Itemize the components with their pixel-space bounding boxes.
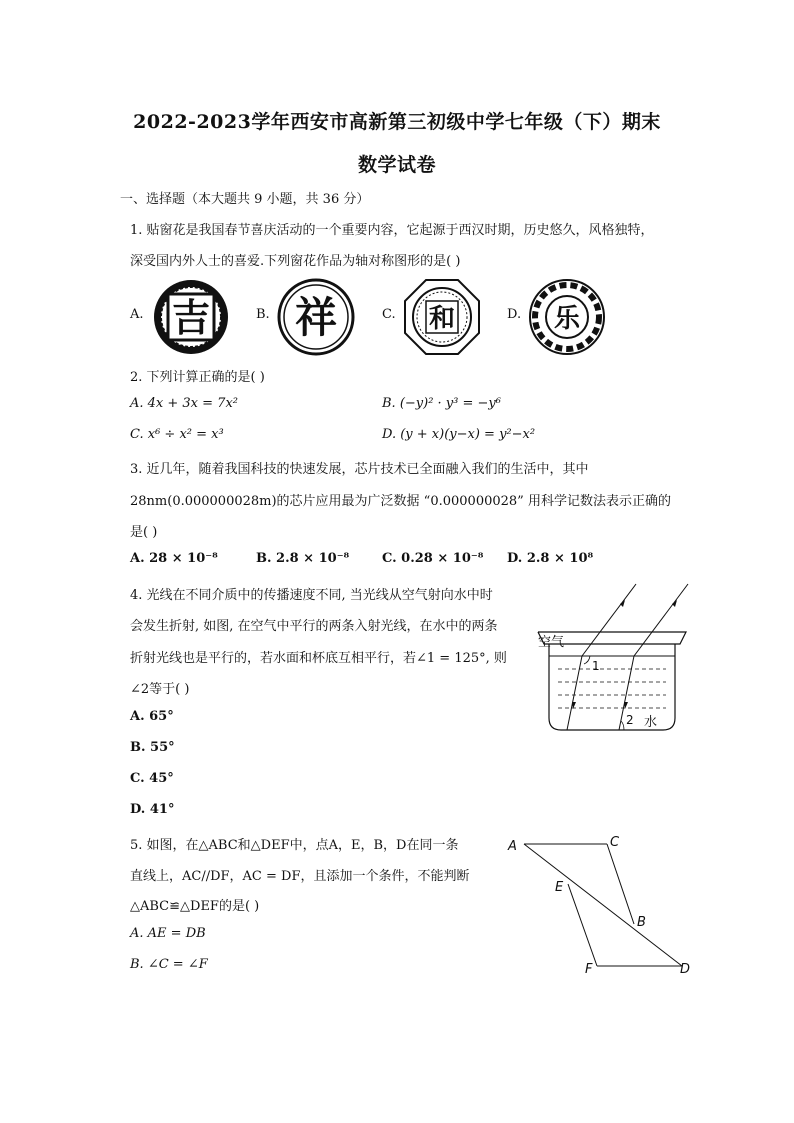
- fig-point-e: E: [555, 880, 564, 895]
- exam-title-line2: 数学试卷: [357, 154, 436, 176]
- fig-point-c: C: [610, 835, 620, 850]
- q2-option-b: B. (−y)² · y³ = −y⁶: [382, 396, 501, 411]
- q2-option-a: A. 4x + 3x = 7x²: [130, 396, 238, 411]
- q4-stem-line4: ∠2等于( ): [130, 682, 190, 697]
- q1-option-c-label: C.: [382, 307, 396, 322]
- q3-option-b: B. 2.8 × 10⁻⁸: [256, 551, 350, 566]
- q4-stem-line3: 折射光线也是平行的，若水面和杯底互相平行，若∠1 = 125°, 则: [130, 651, 507, 666]
- q2-stem: 2. 下列计算正确的是( ): [130, 370, 265, 385]
- q1-stem-line2: 深受国内外人士的喜爱.下列窗花作品为轴对称图形的是( ): [130, 254, 461, 269]
- q5-option-b: B. ∠C = ∠F: [130, 957, 208, 972]
- fig-point-a: A: [508, 839, 517, 854]
- section-header: 一、选择题（本大题共 9 小题，共 36 分）: [120, 192, 370, 207]
- q1-option-b-label: B.: [256, 307, 270, 322]
- q1-option-a-label: A.: [130, 307, 144, 322]
- q4-stem-line2: 会发生折射, 如图, 在空气中平行的两条入射光线，在水中的两条: [130, 619, 498, 634]
- fig-label-angle2: 2: [626, 713, 634, 727]
- q3-stem-line2: 28nm(0.000000028m)的芯片应用最为广泛数据 “0.000000028” 用科学记数法表示正确的: [130, 494, 671, 509]
- q2-option-c: C. x⁶ ÷ x² = x³: [130, 427, 224, 442]
- q2-option-d: D. (y + x)(y−x) = y²−x²: [382, 427, 536, 442]
- q1-char-b: 祥: [294, 293, 338, 342]
- triangles-figure: [502, 826, 702, 986]
- q3-option-d: D. 2.8 × 10⁸: [507, 551, 594, 566]
- q4-option-c: C. 45°: [130, 771, 174, 786]
- fig-label-water: 水: [644, 715, 658, 730]
- q4-option-a: A. 65°: [130, 709, 174, 724]
- q5-stem-line2: 直线上，AC//DF，AC = DF，且添加一个条件，不能判断: [130, 869, 470, 884]
- paper-cut-le-icon: [527, 277, 607, 357]
- q5-stem-line3: △ABC≌△DEF的是( ): [130, 899, 260, 914]
- paper-cut-he-icon: [402, 277, 482, 357]
- q3-option-c: C. 0.28 × 10⁻⁸: [382, 551, 484, 566]
- q1-char-a: 吉: [171, 296, 211, 340]
- q1-stem-line1: 1. 贴窗花是我国春节喜庆活动的一个重要内容，它起源于西汉时期，历史悠久，风格独特，: [130, 223, 654, 238]
- paper-cut-xiang-icon: [276, 277, 356, 357]
- q5-stem-line1: 5. 如图，在△ABC和△DEF中，点A，E，B，D在同一条: [130, 838, 459, 853]
- q3-option-a: A. 28 × 10⁻⁸: [130, 551, 218, 566]
- q4-option-d: D. 41°: [130, 802, 175, 817]
- q1-char-c: 和: [428, 304, 456, 334]
- fig-label-angle1: 1: [592, 659, 600, 673]
- q3-stem-line3: 是( ): [130, 525, 158, 540]
- fig-point-d: D: [680, 962, 691, 977]
- q4-stem-line1: 4. 光线在不同介质中的传播速度不同, 当光线从空气射向水中时: [130, 588, 493, 603]
- q1-option-d-label: D.: [507, 307, 522, 322]
- exam-title-line1: 2022-2023学年西安市高新第三初级中学七年级（下）期末: [133, 111, 661, 133]
- fig-label-air: 空气: [538, 635, 565, 650]
- fig-point-f: F: [585, 962, 593, 977]
- q5-option-a: A. AE = DB: [130, 926, 206, 941]
- refraction-cup-figure: [536, 578, 696, 738]
- paper-cut-ji-icon: [151, 277, 231, 357]
- q1-char-d: 乐: [553, 304, 581, 334]
- fig-point-b: B: [637, 915, 646, 930]
- q4-option-b: B. 55°: [130, 740, 175, 755]
- q3-stem-line1: 3. 近几年，随着我国科技的快速发展，芯片技术已全面融入我们的生活中，其中: [130, 462, 589, 477]
